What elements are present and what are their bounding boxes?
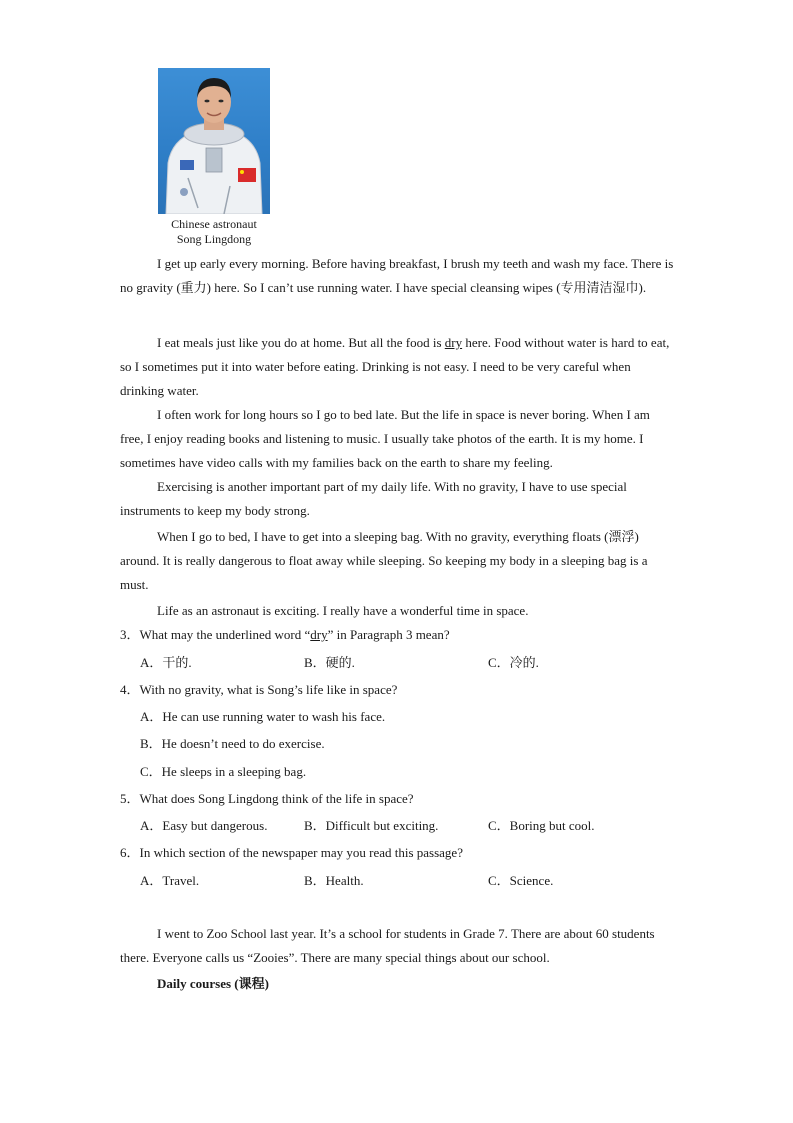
- question-text-end: ” in Paragraph 3 mean?: [327, 627, 450, 642]
- paragraph-1: I get up early every morning. Before having breakfast, I brush my teeth and wash my face. There is no gravity (重力) here. So I can’t use running water. I have special cleansing wipes (专用清洁湿巾).: [120, 256, 674, 295]
- q3-option-b[interactable]: B．硬的.: [304, 655, 355, 670]
- paragraph-2-end: here. Food without water is hard to eat, so I sometimes put it into water before eating. Drinking is not easy. I need to be very careful when drinking water.: [120, 335, 670, 398]
- question-number: 6．: [120, 845, 140, 860]
- q4-option-b[interactable]: B．He doesn’t need to do exercise.: [140, 736, 325, 751]
- q6-option-a[interactable]: A．Travel.: [140, 873, 200, 888]
- question-text: What does Song Lingdong think of the life in space?: [139, 791, 414, 806]
- q4-option-a[interactable]: A．He can use running water to wash his face.: [140, 709, 386, 724]
- paragraph-5: When I go to bed, I have to get into a sleeping bag. With no gravity, everything floats (漂浮) around. It is really dangerous to float away while sleeping. So keeping my body in a sleeping bag is a must.: [120, 529, 648, 592]
- paragraph-4: Exercising is another important part of my daily life. With no gravity, I have to use special instruments to keep my body strong.: [120, 479, 627, 518]
- q5-option-b[interactable]: B．Difficult but exciting.: [304, 818, 439, 833]
- q5-option-a[interactable]: A．Easy but dangerous.: [140, 818, 268, 833]
- astronaut-figure: [158, 68, 270, 214]
- paragraph-2: [120, 331, 675, 403]
- question-text: In which section of the newspaper may you read this passage?: [139, 845, 463, 860]
- paragraph-6: Life as an astronaut is exciting. I really have a wonderful time in space.: [157, 603, 529, 618]
- q3-option-c[interactable]: C．冷的.: [488, 655, 539, 670]
- q6-option-b[interactable]: B．Health.: [304, 873, 364, 888]
- paragraph-3: I often work for long hours so I go to bed late. But the life in space is never boring. When I am free, I enjoy reading books and listening to music. I usually take photos of the earth. It is my home. I sometimes have video calls with my families back on the earth to share my feeling.: [120, 407, 650, 470]
- question-number: 4．: [120, 682, 140, 697]
- passage-2-paragraph-1: I went to Zoo School last year. It’s a school for students in Grade 7. There are about 60 students there. Everyone calls us “Zooies”. There are many special things about our school.: [120, 926, 655, 965]
- question-number: 3．: [120, 627, 140, 642]
- q3-option-a[interactable]: A．干的.: [140, 655, 192, 670]
- section-heading-daily-courses: Daily courses (课程): [157, 976, 269, 991]
- q6-option-c[interactable]: C．Science.: [488, 873, 554, 888]
- question-6: [120, 843, 463, 863]
- question-number: 5．: [120, 791, 140, 806]
- paragraph-2-start: I eat meals just like you do at home. But all the food is: [157, 335, 445, 350]
- q5-option-c[interactable]: C．Boring but cool.: [488, 818, 595, 833]
- underlined-word-dry: dry: [444, 335, 463, 350]
- question-text-start: What may the underlined word “: [139, 627, 311, 642]
- question-4: [120, 680, 397, 700]
- question-text: With no gravity, what is Song’s life like in space?: [139, 682, 398, 697]
- photo-caption-line1: Chinese astronaut: [171, 217, 257, 231]
- photo-caption-line2: Song Lingdong: [176, 232, 252, 246]
- question-3: [120, 625, 450, 645]
- astronaut-photo: [158, 68, 270, 214]
- question-5: [120, 789, 414, 809]
- q4-option-c[interactable]: C．He sleeps in a sleeping bag.: [140, 764, 307, 779]
- question-underlined-word: dry: [310, 627, 328, 642]
